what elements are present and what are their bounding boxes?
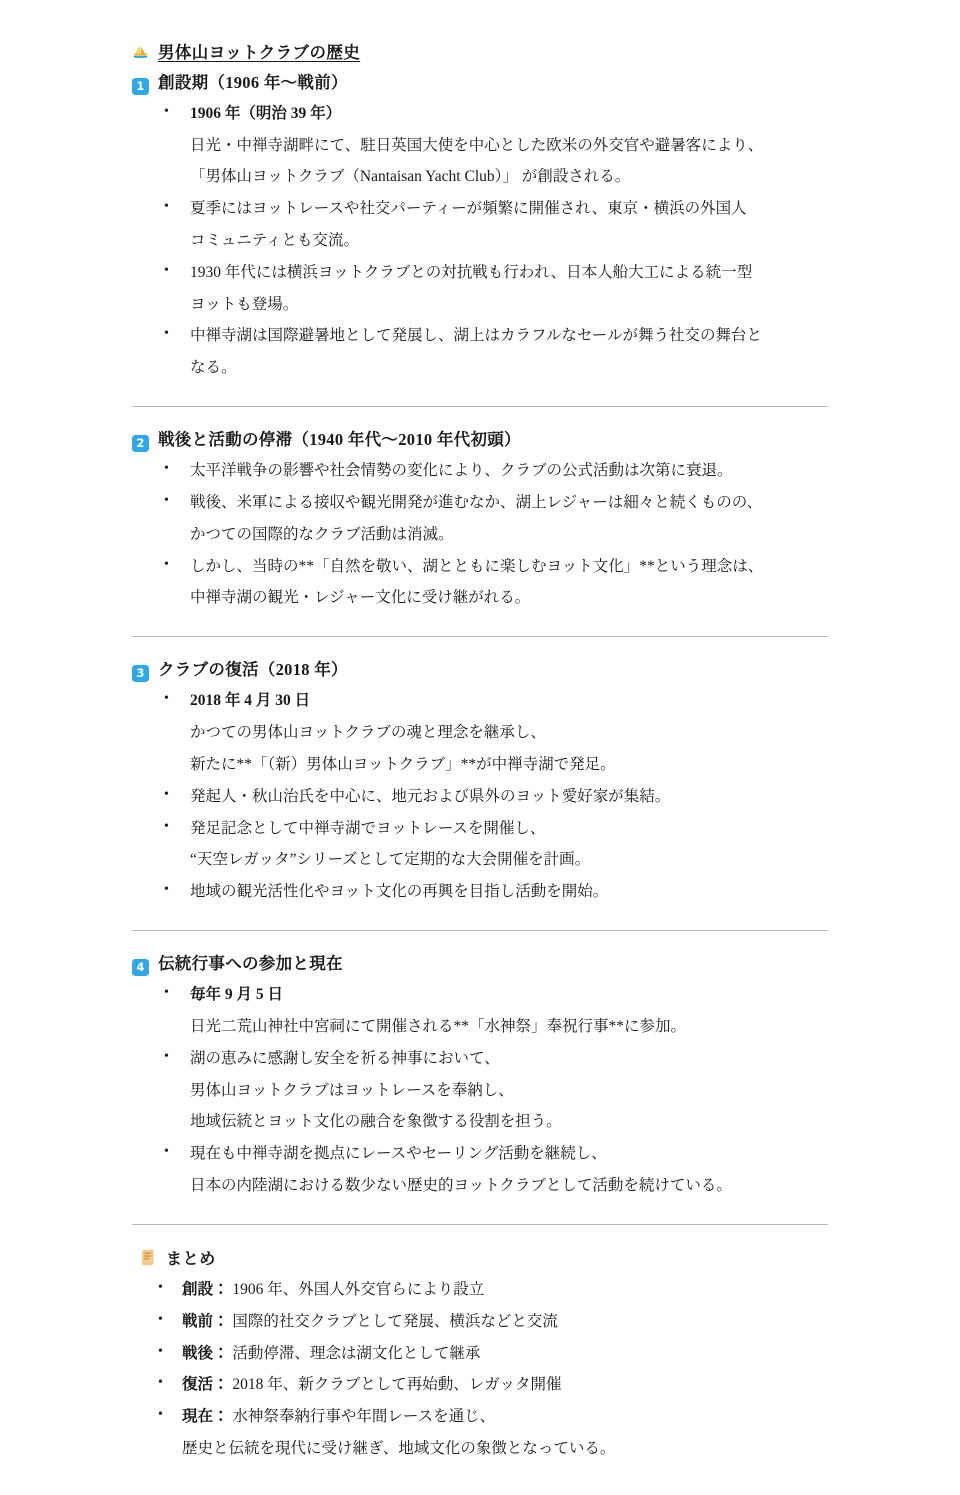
- list-item: [132, 685, 840, 780]
- list-item: [132, 979, 840, 1043]
- summary-item: [132, 1401, 840, 1465]
- bullet-line: ヨットも登場。: [190, 295, 299, 313]
- bullet-list: [132, 455, 840, 614]
- summary-item-label: 現在：: [182, 1408, 229, 1426]
- bullet-line: • 太平洋戦争の影響や社会情勢の変化により、クラブの公式活動は次第に衰退。: [190, 462, 733, 480]
- bullet-line: かつての男体山ヨットクラブの魂と理念を継承し、: [190, 724, 546, 742]
- bullet-line: かつての国際的なクラブ活動は消滅。: [190, 525, 454, 543]
- bullet-line: • 毎年 9 月 5 日: [190, 986, 284, 1004]
- list-item: [132, 455, 840, 487]
- bullet-list: [132, 98, 840, 384]
- bullet-line: なる。: [190, 359, 237, 377]
- bullet-list: [132, 685, 840, 907]
- summary-item: [132, 1338, 840, 1370]
- summary-item-label: 戦後：: [182, 1344, 229, 1362]
- bullet-line: • 戦後、米軍による接収や観光開発が進むなか、湖上レジャーは細々と続くものの、: [190, 494, 763, 511]
- bullet-line: 日本の内陸湖における数少ない歴史的ヨットクラブとして活動を続けている。: [190, 1176, 732, 1194]
- section-4: [132, 951, 840, 1202]
- section-number-badge: 1: [132, 78, 149, 95]
- bullet-list: [132, 979, 840, 1201]
- section-number-badge: 2: [132, 435, 149, 452]
- list-item: [132, 193, 840, 257]
- bullet-line: • 夏季にはヨットレースや社交パーティーが頻繁に開催され、東京・横浜の外国人: [190, 200, 747, 218]
- page-title: [132, 40, 840, 66]
- summary-item-label: 戦前：: [182, 1312, 229, 1330]
- summary-item-label: 復活：: [182, 1376, 229, 1394]
- list-item: [132, 1138, 840, 1202]
- summary-item: [132, 1274, 840, 1306]
- bullet-line: 日光二荒山神社中宮祠にて開催される**「水神祭」奉祝行事**に参加。: [190, 1017, 687, 1035]
- bullet-line: 日光・中禅寺湖畔にて、駐日英国大使を中心とした欧米の外交官や避暑客により、: [190, 136, 764, 154]
- summary-item-line: [182, 1401, 840, 1433]
- summary-item-value: 水神祭奉納行事や年間レースを通じ、: [232, 1408, 496, 1426]
- list-item: [132, 320, 840, 384]
- bullet-line: コミュニティとも交流。: [190, 232, 359, 250]
- bullet-line: • 2018 年 4 月 30 日: [190, 692, 311, 710]
- list-item: [132, 781, 840, 813]
- section-2: [132, 427, 840, 614]
- summary-item-extra: 歴史と伝統を現代に受け継ぎ、地域文化の象徴となっている。: [182, 1439, 616, 1457]
- list-item: [132, 98, 840, 193]
- section-heading: [132, 951, 840, 977]
- list-item: [132, 487, 840, 551]
- section-1: [132, 70, 840, 384]
- section-heading-text: 伝統行事への参加と現在: [158, 953, 343, 973]
- list-item: [132, 813, 840, 877]
- summary-item: [132, 1306, 840, 1338]
- bullet-line: • しかし、当時の**「自然を敬い、湖とともに楽しむヨット文化」**という理念は、: [190, 557, 764, 575]
- section-heading-text: 戦後と活動の停滞（1940 年代〜2010 年代初頭）: [158, 429, 521, 449]
- summary-item-value: 活動停滞、理念は湖文化として継承: [232, 1344, 481, 1362]
- section-3: [132, 657, 840, 908]
- bullet-line: • 1906 年（明治 39 年）: [190, 104, 342, 122]
- summary-item-value: 国際的社交クラブとして発展、横浜などと交流: [232, 1312, 558, 1330]
- summary-list: [132, 1274, 840, 1465]
- list-item: [132, 876, 840, 908]
- bullet-line: 中禅寺湖の観光・レジャー文化に受け継がれる。: [190, 589, 531, 607]
- divider: [132, 636, 828, 637]
- summary-item-line: [182, 1306, 840, 1338]
- sections-container: [132, 70, 840, 1202]
- bullet-line: • 地域の観光活性化やヨット文化の再興を目指し活動を開始。: [190, 883, 609, 901]
- divider: [132, 406, 828, 407]
- list-item: [132, 1043, 840, 1138]
- scroll-icon: [140, 1248, 157, 1267]
- bullet-line: 「男体山ヨットクラブ（Nantaisan Yacht Club）」 が創設される。: [190, 168, 631, 186]
- page-title-text: 男体山ヨットクラブの歴史: [158, 43, 361, 62]
- summary-item-line: [182, 1369, 840, 1401]
- divider: [132, 930, 828, 931]
- section-heading-text: クラブの復活（2018 年）: [158, 660, 348, 680]
- bullet-line: • 中禅寺湖は国際避暑地として発展し、湖上はカラフルなセールが舞う社交の舞台と: [190, 327, 762, 345]
- section-heading-text: 創設期（1906 年〜戦前）: [158, 72, 348, 92]
- bullet-line: 新たに**「（新）男体山ヨットクラブ」**が中禅寺湖で発足。: [190, 755, 616, 773]
- summary-item: [132, 1369, 840, 1401]
- bullet-line: • 現在も中禅寺湖を拠点にレースやセーリング活動を継続し、: [190, 1145, 607, 1163]
- sailboat-icon: [132, 42, 149, 59]
- bullet-line: “天空レガッタ”シリーズとして定期的な大会開催を計画。: [190, 851, 591, 869]
- summary-item-value: 2018 年、新クラブとして再始動、レガッタ開催: [232, 1376, 562, 1394]
- section-heading: [132, 657, 840, 683]
- summary-item-line: [182, 1274, 840, 1306]
- list-item: [132, 257, 840, 321]
- section-heading: [132, 70, 840, 96]
- summary-heading: [140, 1245, 840, 1273]
- bullet-line: 地域伝統とヨット文化の融合を象徴する役割を担う。: [190, 1113, 562, 1131]
- section-number-badge: 3: [132, 665, 149, 682]
- summary-item-line: [182, 1338, 840, 1370]
- summary-heading-text: まとめ: [166, 1250, 216, 1268]
- bullet-line: • 発足記念として中禅寺湖でヨットレースを開催し、: [190, 819, 546, 837]
- section-heading: [132, 427, 840, 453]
- list-item: [132, 551, 840, 615]
- bullet-line: 男体山ヨットクラブはヨットレースを奉納し、: [190, 1081, 514, 1099]
- bullet-line: • 1930 年代には横浜ヨットクラブとの対抗戦も行われ、日本人船大工による統一型: [190, 263, 753, 281]
- summary-item-value: 1906 年、外国人外交官らにより設立: [232, 1281, 485, 1299]
- summary-item-label: 創設：: [182, 1281, 229, 1299]
- bullet-line: • 湖の恵みに感謝し安全を祈る神事において、: [190, 1049, 500, 1067]
- bullet-line: • 発起人・秋山治氏を中心に、地元および県外のヨット愛好家が集結。: [190, 787, 671, 805]
- divider: [132, 1224, 828, 1225]
- section-number-badge: 4: [132, 959, 149, 976]
